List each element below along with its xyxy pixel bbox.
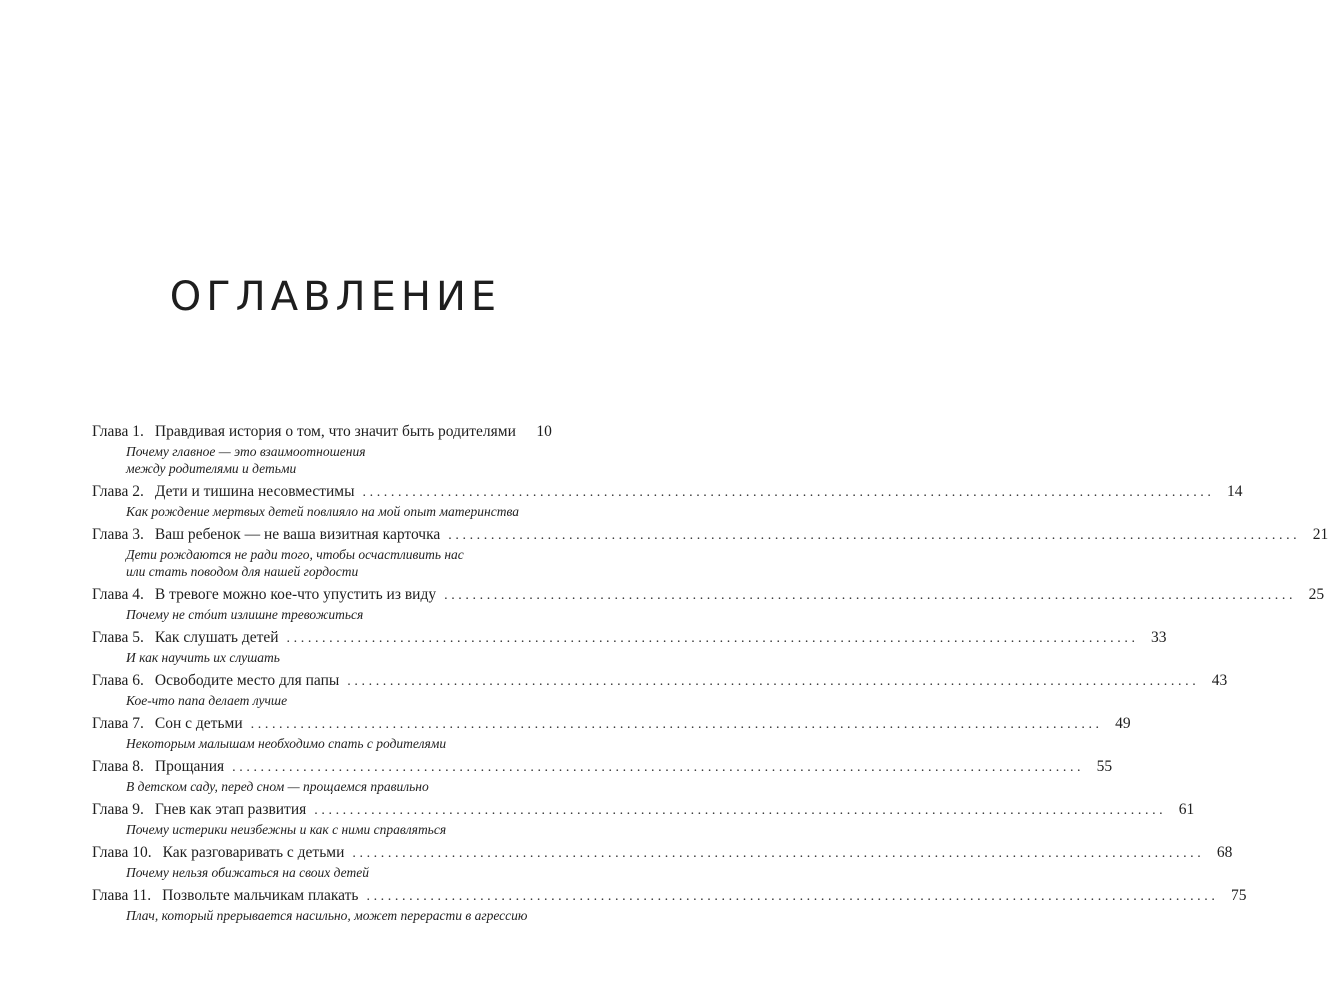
dot-leader: ........................................................................................................................ bbox=[286, 631, 1139, 646]
toc-entry[interactable] bbox=[92, 886, 1247, 924]
chapter-label: Глава 5. bbox=[92, 629, 144, 646]
page-number: 33 bbox=[1151, 629, 1167, 646]
toc-entry[interactable] bbox=[92, 671, 1228, 709]
page-number: 55 bbox=[1096, 758, 1113, 775]
toc-entry-row bbox=[92, 671, 1228, 692]
dot-leader: ........................................................................................................................ bbox=[352, 846, 1205, 861]
page-number: 21 bbox=[1312, 526, 1328, 543]
chapter-title: Дети и тишина несовместимы bbox=[154, 483, 355, 500]
toc-entry[interactable] bbox=[92, 843, 1233, 881]
chapter-subtitle: Почему не стóит излишне тревожиться bbox=[126, 607, 364, 622]
chapter-label: Глава 4. bbox=[92, 586, 144, 603]
toc-entry[interactable] bbox=[92, 714, 1131, 752]
toc-entry-row bbox=[92, 757, 1113, 778]
page-number: 43 bbox=[1211, 672, 1228, 689]
dot-leader: ........................................................................................................................ bbox=[448, 528, 1301, 543]
chapter-title: Как разговаривать с детьми bbox=[162, 844, 345, 861]
toc-entry[interactable] bbox=[92, 422, 552, 477]
chapter-label: Глава 2. bbox=[92, 483, 144, 500]
chapter-title: Гнев как этап развития bbox=[154, 801, 307, 818]
chapter-title: Позвольте мальчикам плакать bbox=[162, 887, 359, 904]
chapter-label: Глава 8. bbox=[92, 758, 144, 775]
chapter-subtitle: Как рождение мертвых детей повлияло на мой опыт материнства bbox=[126, 504, 519, 519]
toc-entry-row bbox=[92, 843, 1233, 864]
toc-entry-row bbox=[92, 886, 1247, 907]
chapter-subtitle: В детском саду, перед сном — прощаемся правильно bbox=[126, 779, 429, 794]
chapter-title: Правдивая история о том, что значит быть родителями bbox=[154, 423, 516, 440]
dot-leader: ........................................................................................................................ bbox=[362, 485, 1215, 500]
dot-leader: ........................................................................................................................ bbox=[347, 674, 1200, 689]
toc-entry-row bbox=[92, 800, 1195, 821]
toc-entry-row bbox=[92, 585, 1325, 606]
chapter-subtitle: И как научить их слушать bbox=[126, 650, 280, 665]
toc-entry-row bbox=[92, 628, 1167, 649]
chapter-subtitle: Плач, который прерывается насильно, может перерасти в агрессию bbox=[126, 908, 528, 923]
chapter-label: Глава 9. bbox=[92, 801, 144, 818]
dot-leader: ........................................................................................................................ bbox=[444, 588, 1297, 603]
chapter-title: Ваш ребенок — не ваша визитная карточка bbox=[154, 526, 441, 543]
table-of-contents bbox=[92, 422, 1328, 929]
dot-leader: ........................................................................................................................ bbox=[314, 803, 1167, 818]
dot-leader: ........................................................................................................................ bbox=[366, 889, 1219, 904]
chapter-label: Глава 3. bbox=[92, 526, 144, 543]
toc-entry[interactable] bbox=[92, 757, 1113, 795]
toc-entry[interactable] bbox=[92, 525, 1328, 580]
chapter-label: Глава 10. bbox=[92, 844, 152, 861]
chapter-subtitle: Кое-что папа делает лучше bbox=[126, 693, 288, 708]
chapter-label: Глава 6. bbox=[92, 672, 144, 689]
chapter-subtitle: Почему главное — это взаимоотношения bbox=[126, 444, 366, 459]
chapter-subtitle: Почему истерики неизбежны и как с ними справляться bbox=[126, 822, 447, 837]
chapter-subtitle: Некоторым малышам необходимо спать с родителями bbox=[126, 736, 447, 751]
toc-entry-row bbox=[92, 482, 1243, 503]
chapter-subtitle: Почему нельзя обижаться на своих детей bbox=[126, 865, 369, 880]
toc-entry-row bbox=[92, 525, 1328, 546]
chapter-subtitle: между родителями и детьми bbox=[126, 461, 297, 476]
dot-leader: ........................................................................................................................ bbox=[232, 760, 1085, 775]
chapter-subtitle: или стать поводом для нашей гордости bbox=[126, 564, 359, 579]
toc-entry-row bbox=[92, 714, 1131, 735]
page-number: 10 bbox=[536, 423, 552, 440]
chapter-label: Глава 1. bbox=[92, 423, 144, 440]
dot-leader: ........................................................................................................................ bbox=[250, 717, 1103, 732]
toc-entry[interactable] bbox=[92, 585, 1325, 623]
toc-entry-row bbox=[92, 422, 552, 443]
toc-entry[interactable] bbox=[92, 482, 1243, 520]
chapter-title: В тревоге можно кое-что упустить из виду bbox=[154, 586, 437, 603]
page-title: ОГЛАВЛЕНИЕ bbox=[169, 273, 502, 320]
chapter-title: Освободите место для папы bbox=[154, 672, 340, 689]
page-number: 14 bbox=[1227, 483, 1243, 500]
toc-entry[interactable] bbox=[92, 800, 1195, 838]
chapter-title: Прощания bbox=[154, 758, 225, 775]
page-number: 68 bbox=[1216, 844, 1233, 861]
page-number: 25 bbox=[1308, 586, 1325, 603]
chapter-title: Сон с детьми bbox=[154, 715, 243, 732]
page-number: 49 bbox=[1115, 715, 1131, 732]
chapter-title: Как слушать детей bbox=[154, 629, 279, 646]
chapter-label: Глава 7. bbox=[92, 715, 144, 732]
chapter-label: Глава 11. bbox=[92, 887, 152, 904]
chapter-subtitle: Дети рождаются не ради того, чтобы осчастливить нас bbox=[126, 547, 464, 562]
page-number: 75 bbox=[1230, 887, 1247, 904]
page-number: 61 bbox=[1178, 801, 1195, 818]
toc-entry[interactable] bbox=[92, 628, 1167, 666]
